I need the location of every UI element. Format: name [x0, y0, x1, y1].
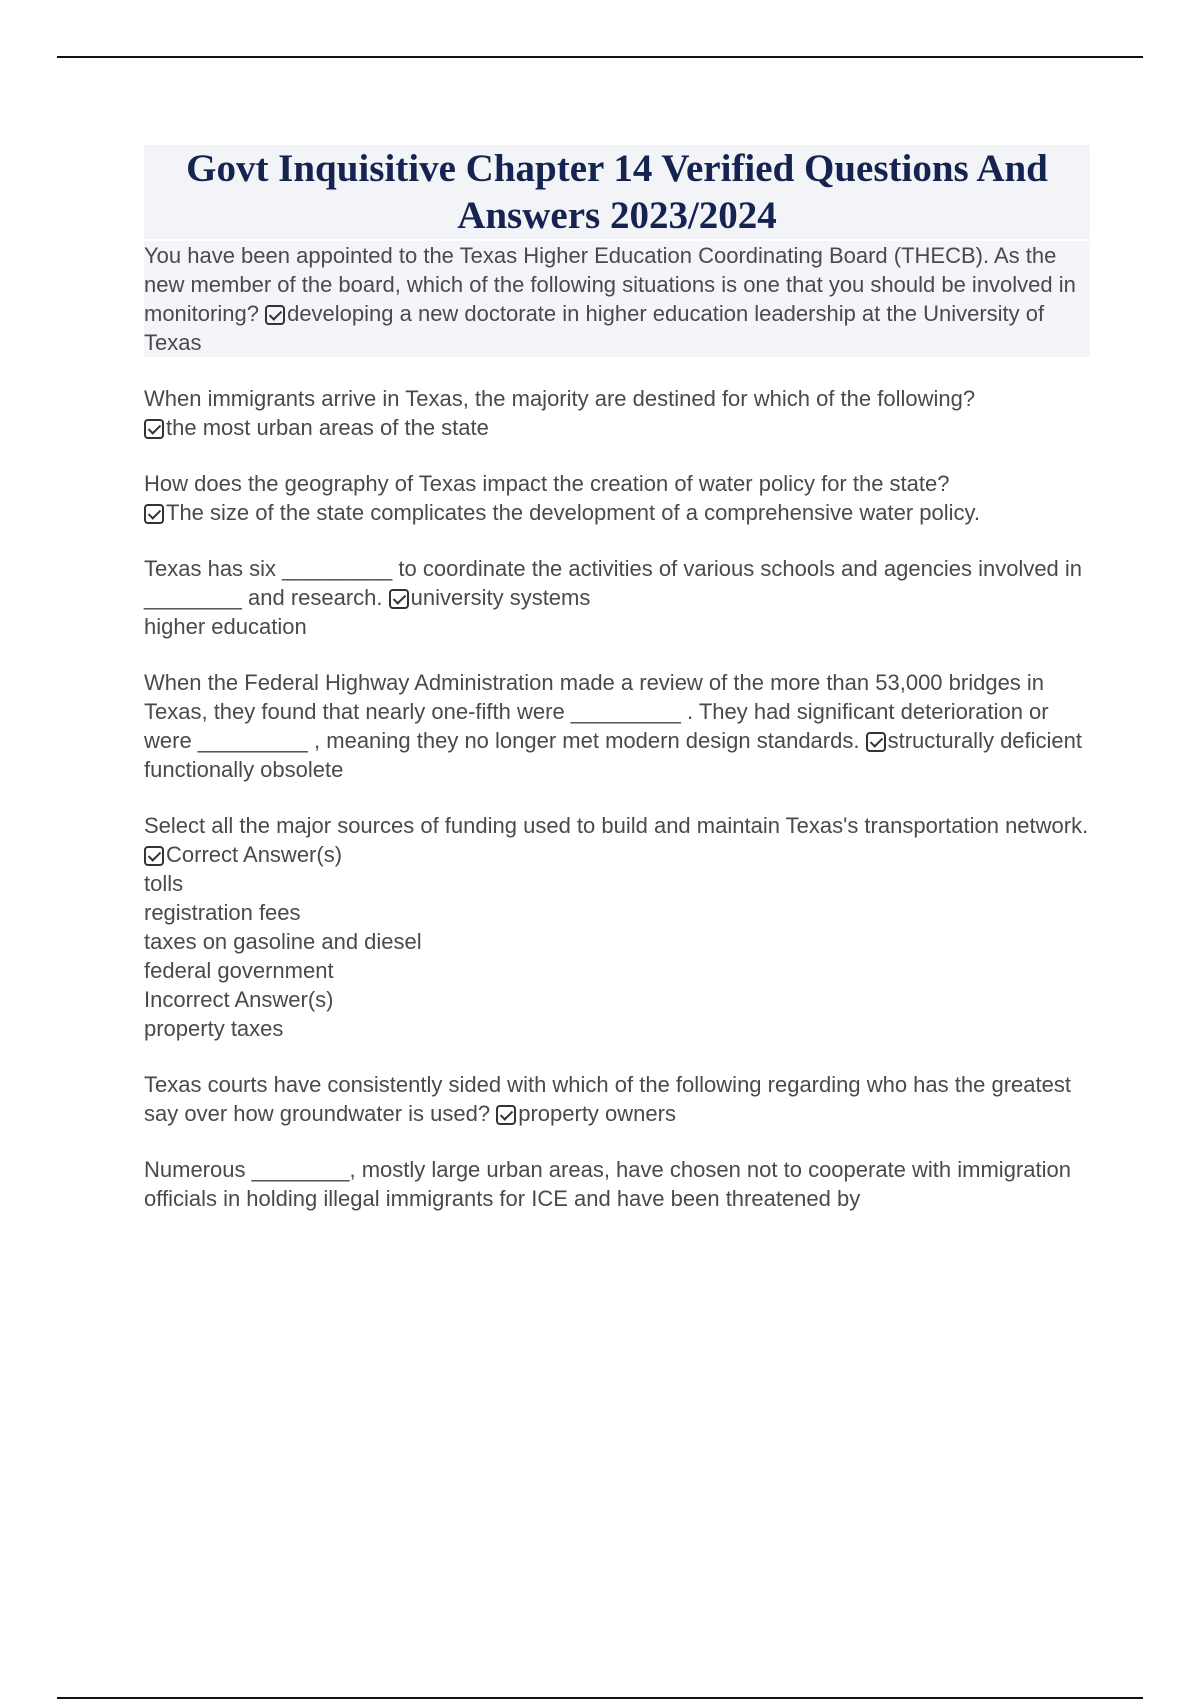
answer-text: structurally deficient	[887, 728, 1083, 753]
answer-list-item: taxes on gasoline and diesel	[144, 929, 422, 954]
page-title: Govt Inquisitive Chapter 14 Verified Questions And Answers 2023/2024	[144, 145, 1090, 239]
question-text: How does the geography of Texas impact the creation of water policy for the state?	[144, 471, 950, 496]
question-text: When the Federal Highway Administration made a review of the more than 53,000 bridges in Texas, they found that nearly one-fifth were _________ . They had significant deterioration or were _________ , meaning they no longer met modern design standards.	[144, 670, 1049, 753]
qa-item	[144, 668, 1090, 784]
incorrect-heading: Incorrect Answer(s)	[144, 987, 334, 1012]
question-text: You have been appointed to the Texas Higher Education Coordinating Board (THECB). As the new member of the board, which of the following situations is one that you should be involved in monitoring?	[144, 243, 1076, 326]
qa-item	[144, 241, 1090, 357]
answer-list-item: registration fees	[144, 900, 301, 925]
document-body	[144, 145, 1090, 1240]
qa-item	[144, 554, 1090, 641]
answer-heading: Correct Answer(s)	[166, 842, 343, 867]
qa-item	[144, 384, 1090, 442]
checkbox-icon	[866, 732, 886, 752]
answer-list-item: federal government	[144, 958, 334, 983]
answer-text-extra: functionally obsolete	[144, 757, 344, 782]
qa-item	[144, 469, 1090, 527]
qa-item	[144, 1155, 1090, 1213]
incorrect-list-item: property taxes	[144, 1016, 284, 1041]
checkbox-icon	[144, 846, 164, 866]
question-text: Numerous ________, mostly large urban areas, have chosen not to cooperate with immigration officials in holding illegal immigrants for ICE and have been threatened by	[144, 1157, 1071, 1211]
question-text: When immigrants arrive in Texas, the majority are destined for which of the following?	[144, 386, 976, 411]
answer-text: university systems	[410, 585, 591, 610]
checkbox-icon	[144, 419, 164, 439]
top-rule	[57, 56, 1143, 58]
bottom-rule	[57, 1697, 1143, 1699]
qa-item	[144, 1070, 1090, 1128]
answer-text: property owners	[518, 1101, 676, 1126]
qa-item	[144, 811, 1090, 1043]
checkbox-icon	[389, 589, 409, 609]
answer-text: the most urban areas of the state	[166, 415, 489, 440]
answer-text-extra: higher education	[144, 614, 307, 639]
answer-text: The size of the state complicates the development of a comprehensive water policy.	[166, 500, 981, 525]
checkbox-icon	[496, 1105, 516, 1125]
checkbox-icon	[144, 504, 164, 524]
checkbox-icon	[265, 305, 285, 325]
answer-list-item: tolls	[144, 871, 184, 896]
question-text: Texas courts have consistently sided with which of the following regarding who has the greatest say over how groundwater is used?	[144, 1072, 1071, 1126]
question-text: Select all the major sources of funding used to build and maintain Texas's transportation network.	[144, 813, 1089, 838]
question-text: Texas has six _________ to coordinate the activities of various schools and agencies involved in ________ and research.	[144, 556, 1083, 610]
answer-text: developing a new doctorate in higher education leadership at the University of Texas	[144, 301, 1045, 355]
